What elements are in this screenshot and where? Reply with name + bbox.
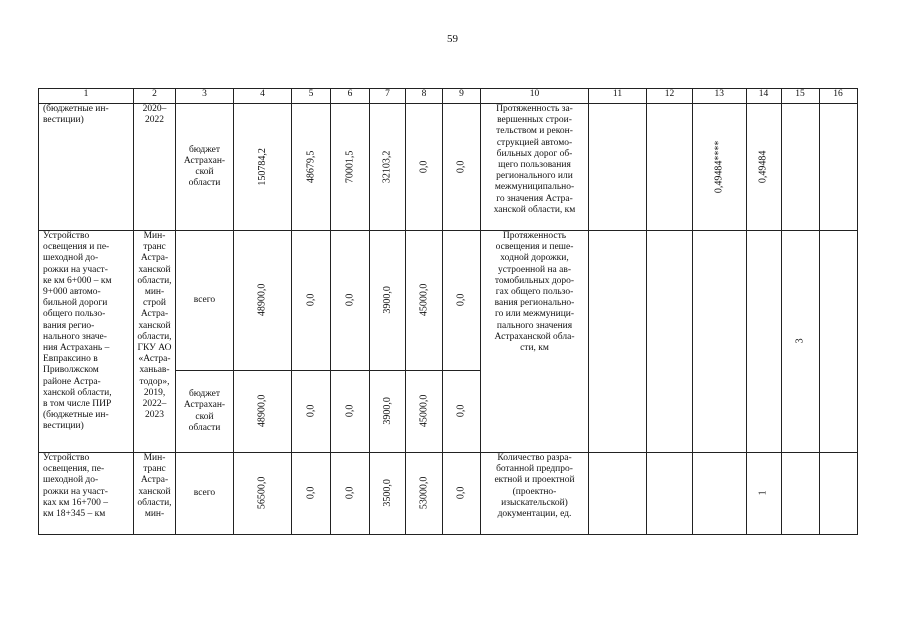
value-cell: 3500,0: [370, 453, 406, 535]
header-cell: 6: [331, 89, 370, 104]
value-cell: 0,49484****: [693, 104, 747, 231]
empty-cell: [781, 453, 819, 535]
program-table: [38, 88, 858, 535]
indicator-cell: Протяженность освещения и пеше- ходной дорожки, устроенной на ав- томобильных доро- гах общего пользо- вания регионально- го или межмуници- пального значения Астраханской обла- сти, км: [481, 231, 589, 453]
value-cell: 3900,0: [370, 231, 406, 371]
executor-cell: Мин- транс Астра- ханской области, мин- строй Астра- ханской области, ГКУ АО «Астра- ханьав- тодор», 2019, 2022– 2023: [134, 231, 176, 453]
header-cell: 14: [746, 89, 781, 104]
value-cell: 3: [781, 231, 819, 453]
value-cell: 0,0: [406, 104, 443, 231]
value-cell: 45000,0: [406, 231, 443, 371]
value-cell: 32103,2: [370, 104, 406, 231]
value-cell: 1: [746, 453, 781, 535]
measure-name-cell: (бюджетные ин- вестиции): [39, 104, 134, 231]
header-cell: 3: [176, 89, 234, 104]
header-cell: 15: [781, 89, 819, 104]
empty-cell: [693, 453, 747, 535]
page-number: 59: [447, 33, 458, 45]
empty-cell: [693, 231, 747, 453]
header-cell: 8: [406, 89, 443, 104]
header-cell: 5: [292, 89, 331, 104]
indicator-cell: Количество разра- ботанной предпро- ектной и проектной (проектно- изыскательской) документации, ед.: [481, 453, 589, 535]
funding-source-cell: всего: [176, 231, 234, 371]
header-cell: 7: [370, 89, 406, 104]
funding-source-cell: всего: [176, 453, 234, 535]
header-cell: 10: [481, 89, 589, 104]
empty-cell: [647, 231, 693, 453]
value-cell: 53000,0: [406, 453, 443, 535]
header-cell: 11: [589, 89, 647, 104]
header-row: [39, 89, 858, 104]
value-cell: 0,0: [292, 453, 331, 535]
value-cell: 0,49484: [746, 104, 781, 231]
value-cell: 0,0: [443, 104, 481, 231]
header-cell: 4: [234, 89, 292, 104]
header-cell: 12: [647, 89, 693, 104]
executor-cell: Мин- транс Астра- ханской области, мин-: [134, 453, 176, 535]
header-cell: 1: [39, 89, 134, 104]
value-cell: 0,0: [292, 371, 331, 453]
value-cell: 150784,2: [234, 104, 292, 231]
empty-cell: [746, 231, 781, 453]
value-cell: 0,0: [443, 231, 481, 371]
empty-cell: [589, 453, 647, 535]
funding-source-cell: бюджет Астрахан- ской области: [176, 371, 234, 453]
measure-name-cell: Устройство освещения и пе- шеходной до- рожки на участ- ке км 6+000 – км 9+000 автомо- бильной дороги общего пользо- вания регио- нального значе- ния Астрахань – Евпраксино в Приволжском районе Астра- ханской области, в том числе ПИР (бюджетные ин- вестиции): [39, 231, 134, 453]
value-cell: 56500,0: [234, 453, 292, 535]
empty-cell: [647, 453, 693, 535]
header-cell: 2: [134, 89, 176, 104]
value-cell: 48900,0: [234, 231, 292, 371]
empty-cell: [781, 104, 819, 231]
empty-cell: [589, 104, 647, 231]
header-cell: 16: [819, 89, 857, 104]
empty-cell: [647, 104, 693, 231]
header-cell: 13: [693, 89, 747, 104]
value-cell: 0,0: [331, 371, 370, 453]
value-cell: 70001,5: [331, 104, 370, 231]
period-cell: 2020– 2022: [134, 104, 176, 231]
empty-cell: [819, 453, 857, 535]
value-cell: 0,0: [331, 231, 370, 371]
table-row: [39, 231, 858, 371]
value-cell: 0,0: [331, 453, 370, 535]
funding-source-cell: бюджет Астрахан- ской области: [176, 104, 234, 231]
value-cell: 48900,0: [234, 371, 292, 453]
value-cell: 45000,0: [406, 371, 443, 453]
indicator-cell: Протяженность за- вершенных строи- тельством и рекон- струкцией автомо- бильных дорог об- щего пользования регионального или межмуниципально- го значения Астра- ханской области, км: [481, 104, 589, 231]
measure-name-cell: Устройство освещения, пе- шеходной до- рожки на участ- ках км 16+700 – км 18+345 – км: [39, 453, 134, 535]
value-cell: 0,0: [443, 371, 481, 453]
table-row: [39, 104, 858, 231]
header-cell: 9: [443, 89, 481, 104]
value-cell: 0,0: [292, 231, 331, 371]
value-cell: 0,0: [443, 453, 481, 535]
empty-cell: [819, 231, 857, 453]
value-cell: 3900,0: [370, 371, 406, 453]
value-cell: 48679,5: [292, 104, 331, 231]
empty-cell: [819, 104, 857, 231]
table-row: [39, 453, 858, 535]
empty-cell: [589, 231, 647, 453]
